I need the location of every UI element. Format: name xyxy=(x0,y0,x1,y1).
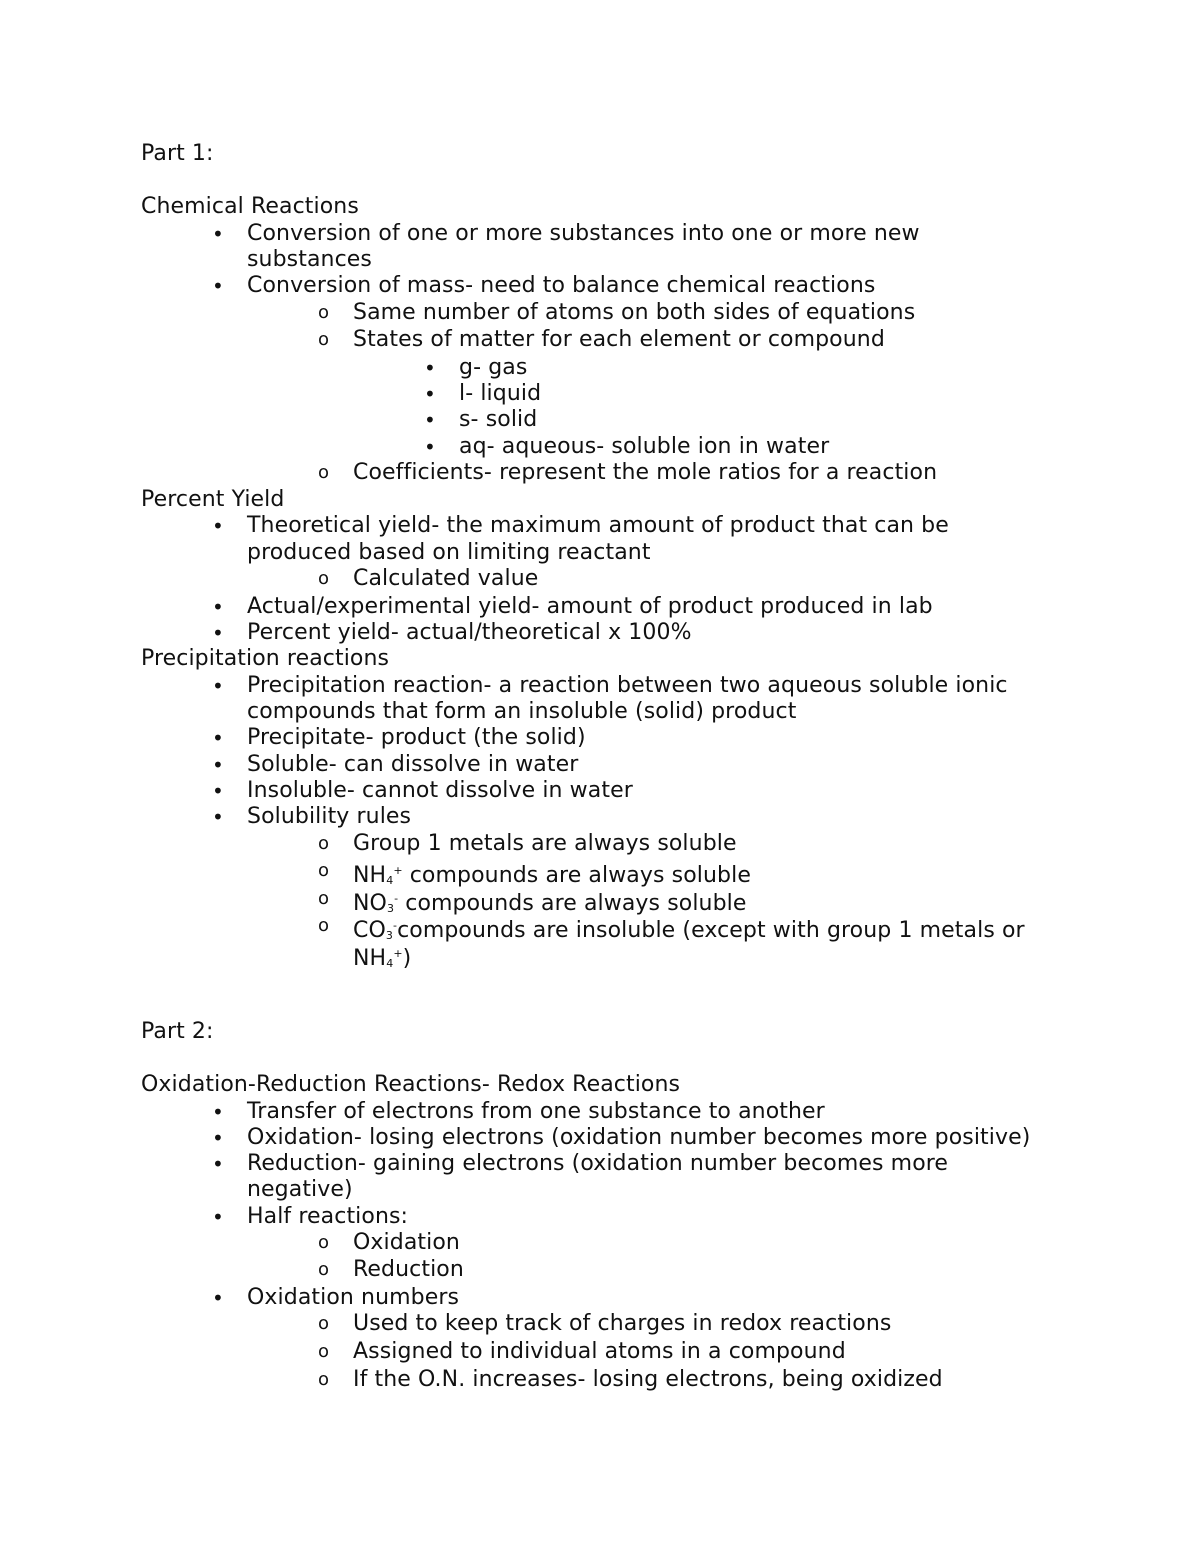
circle-marker: o xyxy=(318,302,330,323)
list-item: Percent yield- actual/theoretical x 100% xyxy=(247,620,692,645)
bullet-marker: • xyxy=(424,356,436,380)
list-item: Oxidation- losing electrons (oxidation number becomes more positive) xyxy=(247,1125,1031,1150)
list-item: Reduction xyxy=(353,1257,464,1282)
bullet-marker: • xyxy=(212,1126,224,1150)
circle-marker: o xyxy=(318,888,330,909)
list-item: g- gas xyxy=(459,355,528,380)
list-item: $NH_4^+$ compounds are always soluble xyxy=(353,863,751,888)
bullet-marker: • xyxy=(212,595,224,619)
bullet-marker: • xyxy=(212,1286,224,1310)
bullet-marker: • xyxy=(424,382,436,406)
circle-marker: o xyxy=(318,860,330,881)
bullet-marker: • xyxy=(212,753,224,777)
bullet-marker: • xyxy=(212,779,224,803)
circle-marker: o xyxy=(318,1341,330,1362)
list-item: Solubility rules xyxy=(247,804,412,829)
percent-yield-heading: Percent Yield xyxy=(141,487,285,512)
bullet-marker: • xyxy=(212,621,224,645)
list-item: Insoluble- cannot dissolve in water xyxy=(247,778,633,803)
circle-marker: o xyxy=(318,568,330,589)
part2-heading: Part 2: xyxy=(141,1019,214,1044)
list-item: Calculated value xyxy=(353,566,539,591)
bullet-marker: • xyxy=(212,222,224,246)
list-item: Conversion of one or more substances into one or more new xyxy=(247,221,920,246)
bullet-marker: • xyxy=(212,805,224,829)
bullet-marker: • xyxy=(212,674,224,698)
circle-marker: o xyxy=(318,1259,330,1280)
list-item: Group 1 metals are always soluble xyxy=(353,831,737,856)
list-item: l- liquid xyxy=(459,381,542,406)
bullet-marker: • xyxy=(212,1152,224,1176)
bullet-marker: • xyxy=(212,514,224,538)
chemical-reactions-heading: Chemical Reactions xyxy=(141,194,359,219)
list-item: $CO_3^-compounds$ are insoluble (except with group 1 metals or xyxy=(353,918,1025,943)
list-item: Precipitation reaction- a reaction between two aqueous soluble ionic xyxy=(247,673,1008,698)
list-item: States of matter for each element or compound xyxy=(353,327,885,352)
bullet-marker: • xyxy=(424,408,436,432)
list-item: Theoretical yield- the maximum amount of product that can be xyxy=(247,513,949,538)
list-item: Half reactions: xyxy=(247,1204,409,1229)
list-item: Conversion of mass- need to balance chemical reactions xyxy=(247,273,876,298)
circle-marker: o xyxy=(318,915,330,936)
list-item: Oxidation xyxy=(353,1230,460,1255)
bullet-marker: • xyxy=(212,1205,224,1229)
circle-marker: o xyxy=(318,462,330,483)
list-item-continued: substances xyxy=(247,247,372,272)
circle-marker: o xyxy=(318,329,330,350)
list-item: Used to keep track of charges in redox reactions xyxy=(353,1311,892,1336)
circle-marker: o xyxy=(318,1369,330,1390)
bullet-marker: • xyxy=(212,726,224,750)
bullet-marker: • xyxy=(212,1100,224,1124)
list-item: $NO_3^-$ compounds are always soluble xyxy=(353,891,747,916)
list-item: Actual/experimental yield- amount of product produced in lab xyxy=(247,594,933,619)
list-item: Coefficients- represent the mole ratios for a reaction xyxy=(353,460,938,485)
list-item: Precipitate- product (the solid) xyxy=(247,725,586,750)
bullet-marker: • xyxy=(424,435,436,459)
list-item-continued: produced based on limiting reactant xyxy=(247,540,651,565)
list-item: Reduction- gaining electrons (oxidation number becomes more xyxy=(247,1151,949,1176)
list-item: Oxidation numbers xyxy=(247,1285,460,1310)
circle-marker: o xyxy=(318,1313,330,1334)
list-item: Soluble- can dissolve in water xyxy=(247,752,579,777)
list-item: Same number of atoms on both sides of equations xyxy=(353,300,916,325)
circle-marker: o xyxy=(318,1232,330,1253)
bullet-marker: • xyxy=(212,274,224,298)
list-item-continued: compounds that form an insoluble (solid) product xyxy=(247,699,797,724)
list-item-continued: negative) xyxy=(247,1177,353,1202)
part1-heading: Part 1: xyxy=(141,141,214,166)
list-item: aq- aqueous- soluble ion in water xyxy=(459,434,830,459)
list-item: s- solid xyxy=(459,407,538,432)
circle-marker: o xyxy=(318,833,330,854)
list-item-continued: $NH_4^+$) xyxy=(353,946,412,971)
precipitation-heading: Precipitation reactions xyxy=(141,646,390,671)
list-item: Transfer of electrons from one substance to another xyxy=(247,1099,825,1124)
list-item: If the O.N. increases- losing electrons, being oxidized xyxy=(353,1367,943,1392)
list-item: Assigned to individual atoms in a compound xyxy=(353,1339,846,1364)
redox-heading: Oxidation-Reduction Reactions- Redox Reactions xyxy=(141,1072,681,1097)
